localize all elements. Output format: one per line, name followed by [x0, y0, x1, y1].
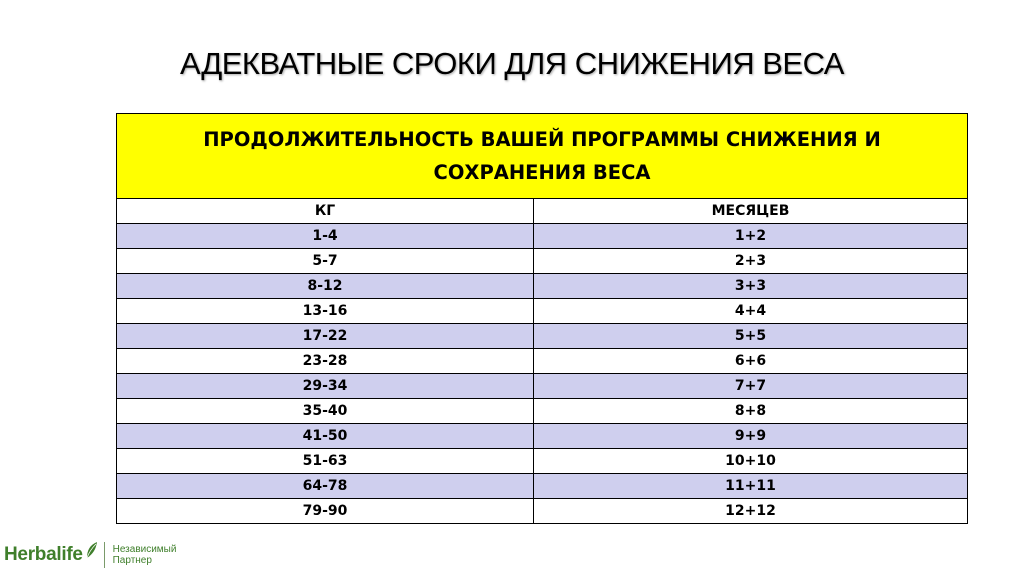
- leaf-icon: [84, 541, 98, 559]
- cell-months: 8+8: [534, 399, 968, 424]
- partner-label: [113, 544, 177, 566]
- cell-kg: 35-40: [117, 399, 534, 424]
- herbalife-logo: Herbalife: [4, 544, 83, 565]
- cell-kg: 13-16: [117, 299, 534, 324]
- table-row: [117, 449, 968, 474]
- partner-line-1: Независимый: [112, 544, 177, 555]
- cell-months: 1+2: [534, 224, 968, 249]
- cell-months: 10+10: [534, 449, 968, 474]
- cell-months: 2+3: [534, 249, 968, 274]
- table-row: [117, 224, 968, 249]
- cell-kg: 1-4: [117, 224, 534, 249]
- cell-months: 3+3: [534, 274, 968, 299]
- partner-line-2: Партнер: [112, 555, 152, 566]
- table-row: [117, 299, 968, 324]
- table-header-line-1: ПРОДОЛЖИТЕЛЬНОСТЬ ВАШЕЙ ПРОГРАММЫ СНИЖЕНИЯ И: [203, 128, 881, 151]
- cell-months: 7+7: [534, 374, 968, 399]
- table-header-line-2: СОХРАНЕНИЯ ВЕСА: [433, 161, 651, 184]
- cell-kg: 17-22: [117, 324, 534, 349]
- cell-kg: 79-90: [117, 499, 534, 524]
- cell-months: 12+12: [534, 499, 968, 524]
- cell-months: 11+11: [534, 474, 968, 499]
- cell-months: 4+4: [534, 299, 968, 324]
- cell-kg: 64-78: [117, 474, 534, 499]
- table-row: [117, 374, 968, 399]
- table-row: [117, 499, 968, 524]
- table-row: [117, 274, 968, 299]
- table-row: [117, 399, 968, 424]
- cell-kg: 29-34: [117, 374, 534, 399]
- brand-divider: [104, 542, 105, 568]
- column-header-months: МЕСЯЦЕВ: [534, 199, 968, 224]
- brand-footer: [4, 539, 176, 571]
- cell-months: 6+6: [534, 349, 968, 374]
- table-row: [117, 249, 968, 274]
- cell-months: 5+5: [534, 324, 968, 349]
- cell-kg: 41-50: [117, 424, 534, 449]
- table-row: [117, 324, 968, 349]
- cell-months: 9+9: [534, 424, 968, 449]
- cell-kg: 5-7: [117, 249, 534, 274]
- slide-title: АДЕКВАТНЫЕ СРОКИ ДЛЯ СНИЖЕНИЯ ВЕСА: [180, 46, 844, 81]
- table-body: [117, 224, 968, 524]
- cell-kg: 8-12: [117, 274, 534, 299]
- cell-kg: 23-28: [117, 349, 534, 374]
- cell-kg: 51-63: [117, 449, 534, 474]
- table-row: [117, 349, 968, 374]
- table-row: [117, 474, 968, 499]
- table-row: [117, 424, 968, 449]
- table-header: [117, 114, 968, 199]
- column-header-kg: КГ: [117, 199, 534, 224]
- program-duration-table: [116, 113, 968, 524]
